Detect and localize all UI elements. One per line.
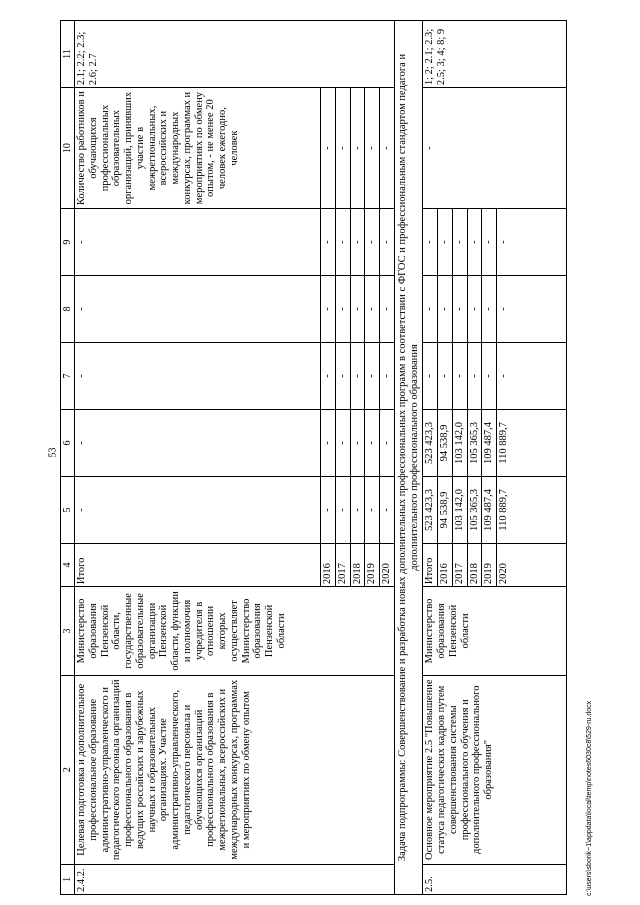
value-cell: 105 365,3 [467,476,482,543]
indicator-cell: Количество работников и обучающихся профессиональных образовательных организаций, принявших участие в межрегиональных, всероссийских и международных конкурсах, программах и мероприятиях по обмену опытом, - не менее 20 человек ежегодно, человек [75,88,321,209]
value-cell: - [335,88,350,209]
year-cell: 2019 [365,543,380,586]
header-row [61,21,75,895]
value-cell: 94 538,9 [438,476,453,543]
value-cell: 523 423,3 [423,410,438,477]
header-cell: 2 [61,675,75,864]
value-cell: - [423,276,438,343]
value-cell: 94 538,9 [438,410,453,477]
value-cell: - [497,343,567,410]
value-cell: - [482,276,497,343]
row-number: 2.5. [423,864,567,894]
value-cell: - [467,343,482,410]
activity-name: Целевая подготовка и дополнительное профессиональное образование административно-управленческого и педагогического персонала организаций профессионального образования в ведущих российских и зарубежных научных и образовательных организациях. Участие административно-управленческого, педагогического персонала и обучающихся организаций профессионального образования в межрегиональных, всероссийских и международных конкурсах, программах и мероприятиях по обмену опытом [75,675,395,864]
year-cell: 2016 [438,543,453,586]
year-cell: Итого [423,543,438,586]
header-cell: 6 [61,410,75,477]
value-cell: - [75,209,321,276]
year-cell: Итого [75,543,321,586]
value-cell: - [438,276,453,343]
executor: Министерство образования Пензенской области, государственные образовательные организации Пензенской области, функции и полномочия учредителя в отношении которых осуществляет Министерство образования Пензенской области [75,587,395,676]
year-cell: 2017 [335,543,350,586]
value-cell: - [350,343,365,410]
header-cell: 11 [61,21,75,88]
value-cell: - [365,343,380,410]
value-cell: - [350,88,365,209]
value-cell: - [321,476,336,543]
year-cell: 2018 [467,543,482,586]
header-cell: 3 [61,587,75,676]
value-cell: 109 487,4 [482,476,497,543]
table-row [75,21,321,895]
value-cell: 103 142,0 [452,476,467,543]
value-cell: - [497,209,567,276]
value-cell: - [438,209,453,276]
value-cell: - [350,209,365,276]
value-cell: - [365,276,380,343]
page-number: 53 [47,447,59,458]
indicator-ref-cell: 2.1; 2.2; 2.3; 2.6; 2.7 [75,21,395,88]
value-cell: - [321,276,336,343]
value-cell: - [335,476,350,543]
rotated-table-sheet [60,20,585,895]
value-cell: - [75,276,321,343]
year-cell: 2020 [497,543,567,586]
value-cell: - [321,343,336,410]
row-number: 2.4.2. [75,864,395,894]
value-cell: - [350,276,365,343]
year-cell: 2017 [452,543,467,586]
subtask-row [394,21,423,895]
value-cell: - [452,343,467,410]
value-cell: 103 142,0 [452,410,467,477]
value-cell: 109 487,4 [482,410,497,477]
program-table [60,20,567,895]
year-cell: 2020 [380,543,395,586]
header-cell: 7 [61,343,75,410]
header-cell: 8 [61,276,75,343]
header-cell: 5 [61,476,75,543]
value-cell: - [335,343,350,410]
value-cell: - [380,343,395,410]
value-cell: - [365,476,380,543]
value-cell: - [467,276,482,343]
year-cell: 2018 [350,543,365,586]
activity-name: Основное мероприятие 2.5 "Повышение статуса педагогических кадров путем совершенствования системы профессионального обучения и дополнительного профессионального образования" [423,675,567,864]
value-cell: - [380,476,395,543]
subtask-text: Задача подпрограммы: Совершенствование и разработка новых дополнительных профессиональных программ в соответствии с ФГОС и профессиональным стандартом педагога и дополнительного профессионального образования [394,21,423,895]
value-cell: - [365,209,380,276]
value-cell: - [380,410,395,477]
header-cell: 4 [61,543,75,586]
value-cell: - [335,276,350,343]
value-cell: - [75,410,321,477]
value-cell: - [482,209,497,276]
header-cell: 1 [61,864,75,894]
value-cell: - [438,343,453,410]
indicator-ref-cell: 1; 2; 2.1; 2.3; 2.5; 3; 4; 8; 9 [423,21,567,88]
year-cell: 2019 [482,543,497,586]
value-cell: - [365,410,380,477]
value-cell: - [335,209,350,276]
value-cell: - [350,410,365,477]
value-cell: - [423,343,438,410]
header-cell: 9 [61,209,75,276]
value-cell: - [365,88,380,209]
value-cell: - [335,410,350,477]
value-cell: 110 889,7 [497,476,567,543]
value-cell: - [321,88,336,209]
year-cell: 2016 [321,543,336,586]
value-cell: - [75,343,321,410]
indicator-cell: - [423,88,567,209]
value-cell: - [75,476,321,543]
value-cell: - [380,88,395,209]
value-cell: 105 365,3 [467,410,482,477]
table-row [423,21,438,895]
value-cell: - [321,209,336,276]
value-cell: - [467,209,482,276]
value-cell: - [482,343,497,410]
value-cell: 110 889,7 [497,410,567,477]
value-cell: - [380,209,395,276]
value-cell: - [452,276,467,343]
executor: Министерство образования Пензенской области [423,587,567,676]
value-cell: 523 423,3 [423,476,438,543]
value-cell: - [423,209,438,276]
value-cell: - [497,276,567,343]
value-cell: - [350,476,365,543]
value-cell: - [380,276,395,343]
header-cell: 10 [61,88,75,209]
file-path-footer: c:\users\sborik~1\appdata\local\temp\notes6030c8\529-ru.docx [586,700,593,896]
value-cell: - [452,209,467,276]
value-cell: - [321,410,336,477]
